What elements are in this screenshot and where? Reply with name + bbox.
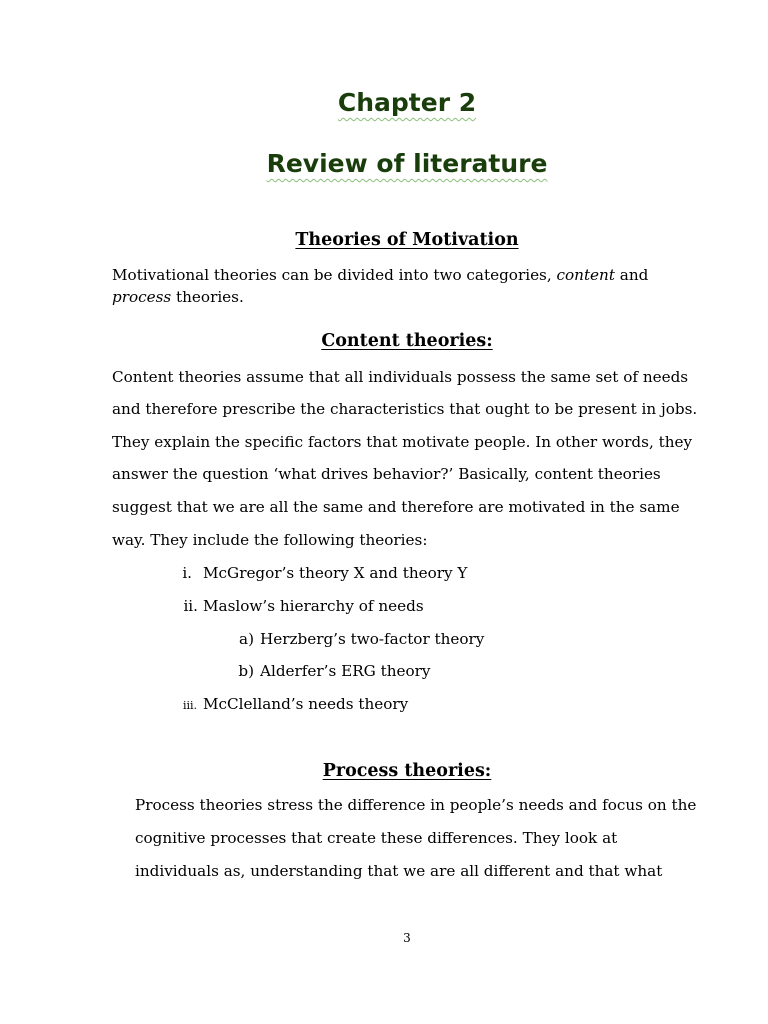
content-paragraph-line: way. They include the following theories: [112,531,428,549]
process-paragraph-line: cognitive processes that create these differences. They look at [135,829,618,847]
list-marker: b) [238,662,254,680]
content-paragraph-line: suggest that we are all the same and therefore are motivated in the same [112,498,680,516]
content-paragraph-line: Content theories assume that all individuals possess the same set of needs [112,368,689,386]
content-theories-heading: Content theories: [321,331,493,351]
theories-heading: Theories of Motivation [295,230,519,250]
chapter-subtitle: Review of literature [266,149,548,178]
list-marker: i. [182,564,192,582]
list-marker: a) [239,630,254,648]
process-paragraph-line: individuals as, understanding that we are all different and that what [135,862,663,880]
intro-paragraph: Motivational theories can be divided into two categories, content and process theories. [112,266,649,306]
list-item-text: McGregor’s theory X and theory Y [203,564,468,582]
chapter-title: Chapter 2 [337,88,477,117]
list-item-text: Maslow’s hierarchy of needs [203,597,424,615]
list-marker: ii. [183,597,198,615]
process-paragraph-line: Process theories stress the difference in people’s needs and focus on the [135,796,697,814]
list-item-text: Herzberg’s two-factor theory [260,630,485,648]
content-paragraph-line: answer the question ‘what drives behavior?’ Basically, content theories [112,465,661,483]
content-paragraph-line: They explain the specific factors that motivate people. In other words, they [112,433,693,451]
list-item-text: McClelland’s needs theory [203,695,409,713]
list-marker: iii. [182,699,197,712]
list-item-text: Alderfer’s ERG theory [260,662,431,680]
page-number: 3 [403,931,411,945]
process-theories-heading: Process theories: [322,761,492,781]
content-paragraph-line: and therefore prescribe the characteristics that ought to be present in jobs. [112,400,698,418]
